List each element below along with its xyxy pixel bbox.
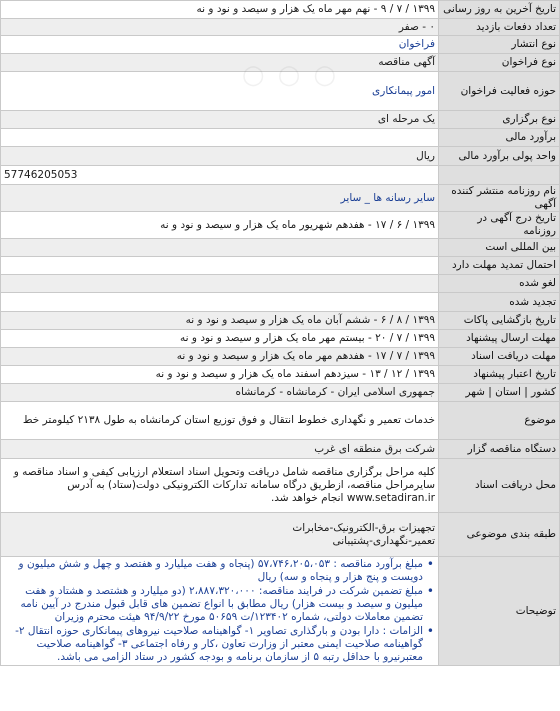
detail-row (1, 1, 560, 19)
row-value (1, 275, 439, 293)
detail-row (1, 402, 560, 440)
row-value: امور پیمانکاری (1, 72, 439, 111)
row-value: تجهیزات برق-الکترونیک-مخابرات تعمیر-نگهداری-پشتیبانی (1, 513, 439, 557)
detail-row (1, 147, 560, 166)
detail-row (1, 239, 560, 257)
row-value: جمهوری اسلامی ایران - کرمانشاه - کرمانشاه (1, 384, 439, 402)
row-value: ۱۳۹۹ / ۷ / ۱۷ - هفدهم مهر ماه یک هزار و سیصد و نود و نه (1, 348, 439, 366)
detail-row (1, 513, 560, 557)
row-value: ۰ - صفر (1, 19, 439, 36)
row-value: شرکت برق منطقه ای غرب (1, 440, 439, 459)
row-value: خدمات تعمیر و نگهداری خطوط انتقال و فوق توزیع استان کرمانشاه به طول ۲۱۳۸ کیلومتر خط (1, 402, 439, 440)
notes-list (4, 558, 435, 664)
notes-value (1, 557, 439, 666)
row-label: تاریخ درج آگهی در روزنامه (439, 212, 560, 239)
row-value: کلیه مراحل برگزاری مناقصه شامل دریافت وتحویل اسناد استعلام ارزیابی کیفی و اسناد مناقصه و سایرمراحل مناقصه، ازطریق درگاه سامانه تدارکات الکترونیکی دولت(ستاد) به آدرس www.setadiran.ir انجام خواهد شد. (1, 459, 439, 513)
row-value: یک مرحله ای (1, 111, 439, 129)
row-label: نوع برگزاری (439, 111, 560, 129)
row-label (439, 166, 560, 185)
row-label: تعداد دفعات بازدید (439, 19, 560, 36)
detail-row (1, 129, 560, 147)
row-label: مهلت دریافت اسناد (439, 348, 560, 366)
row-value: ریال (1, 147, 439, 166)
row-label: تاریخ اعتبار پیشنهاد (439, 366, 560, 384)
detail-row (1, 440, 560, 459)
detail-row (1, 19, 560, 36)
notes-item: • مبلغ برآورد مناقصه : ۵۷،۷۴۶،۲۰۵،۰۵۳ (پنجاه و هفت میلیارد و هفتصد و چهل و شش میلیون و دویست و پنج هزار و پنجاه و سه) ریال (8, 558, 435, 584)
detail-row (1, 111, 560, 129)
row-value: ۱۳۹۹ / ۷ / ۹ - نهم مهر ماه یک هزار و سیصد و نود و نه (1, 1, 439, 19)
row-value: آگهی مناقصه (1, 54, 439, 72)
row-label: نوع انتشار (439, 36, 560, 54)
row-label: نام روزنامه منتشر کننده آگهی (439, 185, 560, 212)
row-value (1, 239, 439, 257)
detail-row (1, 212, 560, 239)
notes-row (1, 557, 560, 666)
detail-row (1, 293, 560, 312)
notes-item: • الزامات : دارا بودن و بارگذاری تصاویر ۱- گواهینامه صلاحیت نیروهای پیمانکاری حوزه انتقال ۲- گواهینامه صلاحیت ایمنی معتبر از وزارت تعاون ،کار و رفاه اجتماعی ۳- گواهینامه صلاحیت معتبرنیرو با حداقل رتبه ۵ از سازمان برنامه و بودجه کشور در ستاد الزامی می باشد. (8, 625, 435, 664)
row-value (1, 293, 439, 312)
row-value: سایر رسانه ها _ سایر (1, 185, 439, 212)
detail-row (1, 275, 560, 293)
row-label: تجدید شده (439, 293, 560, 312)
row-label: برآورد مالی (439, 129, 560, 147)
row-label: محل دریافت اسناد (439, 459, 560, 513)
row-value (1, 129, 439, 147)
row-value: فراخوان (1, 36, 439, 54)
row-label: لغو شده (439, 275, 560, 293)
row-label: تاریخ آخرین به روز رسانی (439, 1, 560, 19)
row-value: 57746205053 (1, 166, 439, 185)
detail-row (1, 166, 560, 185)
detail-row (1, 366, 560, 384)
row-value: ۱۳۹۹ / ۷ / ۲۰ - بیستم مهر ماه یک هزار و سیصد و نود و نه (1, 330, 439, 348)
row-label: بین المللی است (439, 239, 560, 257)
row-label: موضوع (439, 402, 560, 440)
row-label: دستگاه مناقصه گزار (439, 440, 560, 459)
detail-row (1, 72, 560, 111)
row-label: نوع فراخوان (439, 54, 560, 72)
notes-item: • مبلغ تضمین شرکت در فرایند مناقصه: ۲،۸۸۷،۳۲۰،۰۰۰ (دو میلیارد و هشتصد و هشتاد و هفت میلیون و سیصد و بیست هزار) ریال مطابق با انواع تضمین های قابل قبول مندرج در آیین نامه تضمین معاملات دولتی، شماره ۱۲۳۴۰۲/ت ۵۰۶۵۹ مورخ ۹۴/۹/۲۲ هیئت محترم وزیران (8, 585, 435, 624)
detail-row (1, 312, 560, 330)
row-label: طبقه بندی موضوعی (439, 513, 560, 557)
row-label: تاریخ بازگشایی پاکات (439, 312, 560, 330)
detail-row (1, 384, 560, 402)
detail-row (1, 459, 560, 513)
row-value (1, 257, 439, 275)
row-label: واحد پولی برآورد مالی (439, 147, 560, 166)
detail-row (1, 36, 560, 54)
row-value: ۱۳۹۹ / ۸ / ۶ - ششم آبان ماه یک هزار و سیصد و نود و نه (1, 312, 439, 330)
row-value: ۱۳۹۹ / ۱۲ / ۱۳ - سیزدهم اسفند ماه یک هزار و سیصد و نود و نه (1, 366, 439, 384)
detail-row (1, 54, 560, 72)
detail-row (1, 330, 560, 348)
row-label: حوزه فعالیت فراخوان (439, 72, 560, 111)
row-label: کشور | استان | شهر (439, 384, 560, 402)
detail-row (1, 257, 560, 275)
row-label: احتمال تمدید مهلت دارد (439, 257, 560, 275)
detail-row (1, 185, 560, 212)
notes-label: توضیحات (439, 557, 560, 666)
row-label: مهلت ارسال پیشنهاد (439, 330, 560, 348)
detail-row (1, 348, 560, 366)
row-value: ۱۳۹۹ / ۶ / ۱۷ - هفدهم شهریور ماه یک هزار و سیصد و نود و نه (1, 212, 439, 239)
